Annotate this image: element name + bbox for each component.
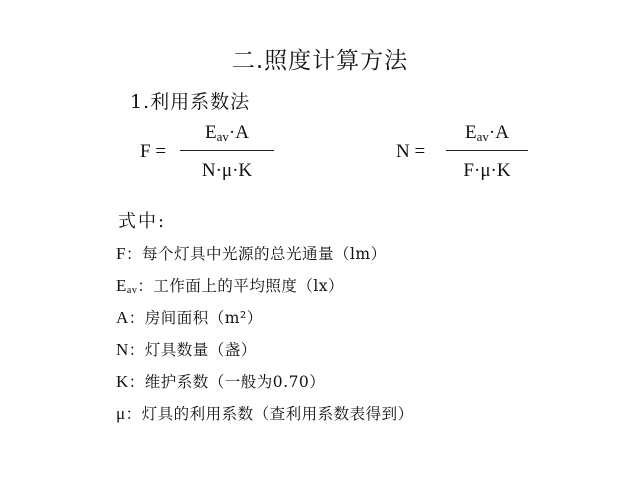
definition-text: ：房间面积（m²） xyxy=(128,309,263,327)
definition-symbol xyxy=(116,276,137,295)
definition-text: ：工作面上的平均照度（lx） xyxy=(137,277,345,295)
formula-f-num-tail: ·A xyxy=(228,122,249,143)
definition-symbol: A xyxy=(116,308,129,327)
definition-item xyxy=(116,334,414,366)
definition-item xyxy=(116,270,414,302)
formula-f-num-sub: av xyxy=(216,129,229,144)
definition-text: ：灯具的利用系数（查利用系数表得到） xyxy=(125,405,414,423)
definition-symbol: μ xyxy=(116,404,126,423)
definition-symbol: K xyxy=(116,372,129,391)
formula-n-num-sub: av xyxy=(476,129,489,144)
definitions-list xyxy=(116,238,414,430)
formula-f-num-main: E xyxy=(205,122,217,143)
definition-item xyxy=(116,302,414,334)
formula-f-lhs: F = xyxy=(140,141,167,162)
definition-item xyxy=(116,398,414,430)
definition-symbol: F xyxy=(116,244,126,263)
definition-text: ：灯具数量（盏） xyxy=(128,341,257,359)
definition-item xyxy=(116,238,414,270)
section-subtitle: 1.利用系数法 xyxy=(130,91,251,113)
definition-item xyxy=(116,366,414,398)
slide-title: 二.照度计算方法 xyxy=(231,48,409,74)
where-label: 式中: xyxy=(118,211,167,232)
definition-text: ：维护系数（一般为0.70） xyxy=(128,373,326,391)
definition-symbol: N xyxy=(116,340,129,359)
definition-symbol-main: E xyxy=(116,276,127,295)
formula-f-numerator xyxy=(180,122,274,145)
definition-symbol-sub: av xyxy=(126,285,138,296)
formula-n-lhs: N = xyxy=(396,141,426,162)
formula-f-fraction-bar xyxy=(180,150,274,151)
formula-n-num-tail: ·A xyxy=(488,122,509,143)
formula-n-numerator xyxy=(446,122,528,145)
formula-n-fraction-bar xyxy=(446,150,528,151)
definition-text: ：每个灯具中光源的总光通量（lm） xyxy=(125,245,387,263)
formula-n-denominator: F·μ·K xyxy=(463,160,511,181)
formula-f-denominator: N·μ·K xyxy=(201,160,253,181)
formula-n-num-main: E xyxy=(465,122,477,143)
